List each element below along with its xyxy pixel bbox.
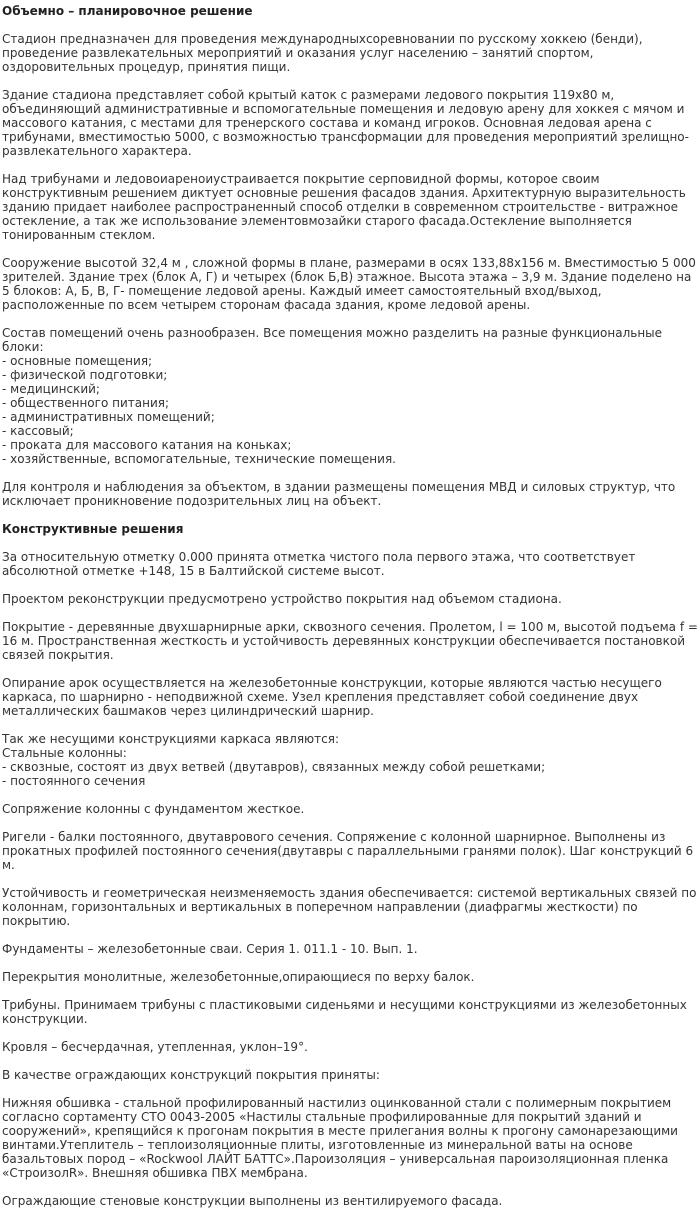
paragraph: Кровля – бесчердачная, утепленная, уклон–19°. (2, 1040, 308, 1054)
section-heading-layout: Объемно – планировочное решение (2, 4, 253, 18)
paragraph: Ограждающие стеновые конструкции выполнены из вентилируемого фасада. (2, 1194, 503, 1208)
paragraph: Покрытие - деревянные двухшарнирные арки, сквозного сечения. Пролетом, l = 100 м, высотой подъема f = 16 м. Пространственная жесткость и устойчивость деревянных конструкции обеспечивается постановкой связей покрытия. (2, 620, 698, 662)
paragraph: Над трибунами и ледовоиареноиустраивается покрытие серповидной формы, которое своим конструктивным решением диктует основные решения фасадов здания. Архитектурную выразительность зданию придает наиболее распространенный способ отделки в современном строительстве - витражное остекление, а так же использование элементовмозайки старого фасада.Остекление выполняется тонированным стеклом. (2, 172, 686, 242)
paragraph: Опирание арок осуществляется на железобетонные конструкции, которые являются частью несущего каркаса, по шарнирно - неподвижной схеме. Узел крепления представляет собой соединение двух металлических башмаков через цилиндрический шарнир. (2, 676, 662, 718)
paragraph: Устойчивость и геометрическая неизменяемость здания обеспечивается: системой вертикальных связей по колоннам, горизонтальных и вертикальных в поперечном направлении (диафрагмы жесткости) по покрытию. (2, 886, 697, 928)
room-list: Состав помещений очень разнообразен. Все помещения можно разделить на разные функциональные блоки: - основные помещения; - физической подготовки; - медицинский; - общественного питания; - административных помещений; - кассовый; - проката для массового катания на коньках; - хозяйственные, вспомогательные, технические помещения. (2, 326, 663, 466)
column-list: Так же несущими конструкциями каркаса являются: Стальные колонны: - сквозные, состоят из двух ветвей (двутавров), связанных между собой решетками; - постоянного сечения (2, 732, 546, 788)
paragraph: Для контроля и наблюдения за объектом, в здании размещены помещения МВД и силовых структур, что исключает проникновение подозрительных лиц на объект. (2, 480, 676, 508)
paragraph: В качестве ограждающих конструкций покрытия приняты: (2, 1068, 380, 1082)
paragraph: Ригели - балки постоянного, двутаврового сечения. Сопряжение с колонной шарнирное. Выполнены из прокатных профилей постоянного сечения(двутавры с параллельными гранями полок). Шаг конструкций 6 м. (2, 830, 694, 872)
section-heading-structure: Конструктивные решения (2, 522, 184, 536)
paragraph: Нижняя обшивка - стальной профилированный настилиз оцинкованной стали с полимерным покрытием согласно сортаменту СТО 0043-2005 «Настилы стальные профилированные для покрытий зданий и сооружений», крепящийся к прогонам покрытия в месте прилегания волны к прогону самонарезающими винтами.Утеплитель – теплоизоляционные плиты, изготовленные из минеральной ваты на основе базальтовых пород – «Rockwool ЛАЙТ БАТТС».Пароизоляция – универсальная пароизоляционная пленка «СтроизолR». Внешняя обшивка ПВХ мембрана. (2, 1096, 678, 1180)
paragraph: Перекрытия монолитные, железобетонные,опирающиеся по верху балок. (2, 970, 475, 984)
paragraph: Здание стадиона представляет собой крытый каток с размерами ледового покрытия 119х80 м, объединяющий административные и вспомогательные помещения и ледовую арену для хоккея с мячом и массового катания, с местами для тренерского состава и команд игроков. Основная ледовая арена с трибунами, вместимостью 5000, с возможностью трансформации для проведения мероприятий зрелищно-развлекательного характера. (2, 88, 689, 158)
paragraph: Стадион предназначен для проведения международныхсоревновании по русскому хоккею (бенди), проведение развлекательных мероприятий и оказания услуг населению – занятий спортом, оздоровительных процедур, принятия пищи. (2, 32, 643, 74)
paragraph: Фундаменты – железобетонные сваи. Серия 1. 011.1 - 10. Вып. 1. (2, 942, 418, 956)
paragraph: Проектом реконструкции предусмотрено устройство покрытия над объемом стадиона. (2, 592, 562, 606)
paragraph: За относительную отметку 0.000 принята отметка чистого пола первого этажа, что соответствует абсолютной отметке +148, 15 в Балтийской системе высот. (2, 550, 636, 578)
paragraph: Трибуны. Принимаем трибуны с пластиковыми сиденьями и несущими конструкциями из железобетонных конструкции. (2, 998, 687, 1026)
paragraph: Сопряжение колонны с фундаментом жесткое. (2, 802, 305, 816)
paragraph: Сооружение высотой 32,4 м , сложной формы в плане, размерами в осях 133,88х156 м. Вместимостью 5 000 зрителей. Здание трех (блок А, Г) и четырех (блок Б,В) этажное. Высота этажа – 3,9 м. Здание поделено на 5 блоков: А, Б, В, Г- помещение ледовой арены. Каждый имеет самостоятельный вход/выход, расположенные по всем четырем сторонам фасада здания, кроме ледовой арены. (2, 256, 696, 312)
